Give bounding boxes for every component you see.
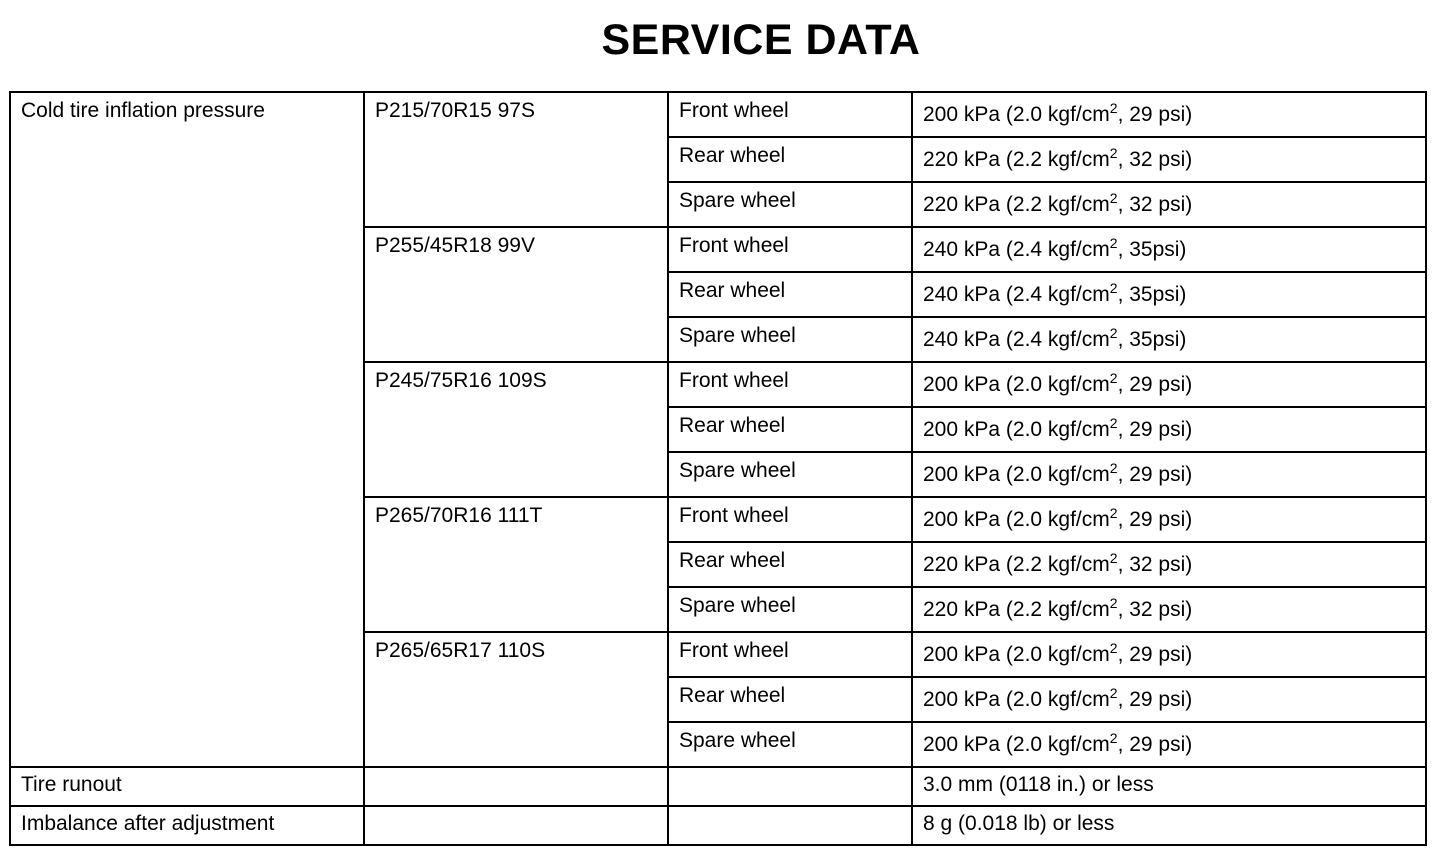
pressure-value-psi: , 29 psi) xyxy=(1117,463,1193,486)
spec-label: Tire runout xyxy=(10,767,364,806)
spec-value: 3.0 mm (0118 in.) or less xyxy=(912,767,1426,806)
superscript-exponent: 2 xyxy=(1109,730,1118,746)
pressure-value-text: 200 kPa (2.0 kgf/cm xyxy=(923,643,1110,666)
pressure-value-text: 220 kPa (2.2 kgf/cm xyxy=(923,553,1110,576)
pressure-value-cell xyxy=(912,317,1426,362)
pressure-value-psi: , 29 psi) xyxy=(1117,373,1193,396)
pressure-value-text: 200 kPa (2.0 kgf/cm xyxy=(923,418,1110,441)
pressure-value-psi: , 29 psi) xyxy=(1117,103,1193,126)
wheel-position-cell: Front wheel xyxy=(668,362,912,407)
pressure-value-text: 240 kPa (2.4 kgf/cm xyxy=(923,238,1110,261)
empty-cell xyxy=(364,806,668,845)
pressure-value-cell xyxy=(912,92,1426,137)
superscript-exponent: 2 xyxy=(1109,370,1118,386)
tire-size-cell: P265/65R17 110S xyxy=(364,632,668,767)
pressure-value-text: 200 kPa (2.0 kgf/cm xyxy=(923,688,1110,711)
pressure-value-psi: , 29 psi) xyxy=(1117,418,1193,441)
tire-size-cell: P265/70R16 111T xyxy=(364,497,668,632)
superscript-exponent: 2 xyxy=(1109,595,1118,611)
wheel-position-cell: Front wheel xyxy=(668,92,912,137)
superscript-exponent: 2 xyxy=(1109,685,1118,701)
tire-size-cell: P245/75R16 109S xyxy=(364,362,668,497)
pressure-value-psi: , 35psi) xyxy=(1117,238,1187,261)
pressure-value-text: 240 kPa (2.4 kgf/cm xyxy=(923,283,1110,306)
pressure-value-text: 200 kPa (2.0 kgf/cm xyxy=(923,463,1110,486)
superscript-exponent: 2 xyxy=(1109,460,1118,476)
pressure-value-text: 200 kPa (2.0 kgf/cm xyxy=(923,733,1110,756)
pressure-value-cell xyxy=(912,272,1426,317)
pressure-value-psi: , 32 psi) xyxy=(1117,148,1193,171)
superscript-exponent: 2 xyxy=(1109,415,1118,431)
wheel-position-cell: Rear wheel xyxy=(668,137,912,182)
superscript-exponent: 2 xyxy=(1109,280,1118,296)
wheel-position-cell: Spare wheel xyxy=(668,722,912,767)
wheel-position-cell: Rear wheel xyxy=(668,542,912,587)
pressure-value-cell xyxy=(912,722,1426,767)
wheel-position-cell: Rear wheel xyxy=(668,407,912,452)
pressure-value-cell xyxy=(912,677,1426,722)
superscript-exponent: 2 xyxy=(1109,145,1118,161)
service-data-table xyxy=(9,91,1427,846)
pressure-value-cell xyxy=(912,497,1426,542)
pressure-value-psi: , 32 psi) xyxy=(1117,193,1193,216)
pressure-value-cell xyxy=(912,362,1426,407)
pressure-value-cell xyxy=(912,227,1426,272)
wheel-position-cell: Spare wheel xyxy=(668,182,912,227)
table-row-imbalance xyxy=(10,806,1426,845)
pressure-value-cell xyxy=(912,632,1426,677)
pressure-value-text: 200 kPa (2.0 kgf/cm xyxy=(923,373,1110,396)
superscript-exponent: 2 xyxy=(1109,640,1118,656)
pressure-value-cell xyxy=(912,137,1426,182)
superscript-exponent: 2 xyxy=(1109,190,1118,206)
superscript-exponent: 2 xyxy=(1109,505,1118,521)
wheel-position-cell: Spare wheel xyxy=(668,452,912,497)
superscript-exponent: 2 xyxy=(1109,550,1118,566)
pressure-value-psi: , 35psi) xyxy=(1117,328,1187,351)
inflation-pressure-label: Cold tire inflation pressure xyxy=(10,92,364,767)
pressure-value-cell xyxy=(912,452,1426,497)
superscript-exponent: 2 xyxy=(1109,235,1118,251)
pressure-value-text: 220 kPa (2.2 kgf/cm xyxy=(923,148,1110,171)
pressure-value-text: 220 kPa (2.2 kgf/cm xyxy=(923,598,1110,621)
tire-size-cell: P255/45R18 99V xyxy=(364,227,668,362)
pressure-value-text: 220 kPa (2.2 kgf/cm xyxy=(923,193,1110,216)
superscript-exponent: 2 xyxy=(1109,325,1118,341)
pressure-value-cell xyxy=(912,542,1426,587)
wheel-position-cell: Front wheel xyxy=(668,227,912,272)
pressure-value-psi: , 29 psi) xyxy=(1117,688,1193,711)
table-row-tire-runout xyxy=(10,767,1426,806)
spec-value: 8 g (0.018 lb) or less xyxy=(912,806,1426,845)
pressure-value-text: 200 kPa (2.0 kgf/cm xyxy=(923,103,1110,126)
pressure-value-text: 240 kPa (2.4 kgf/cm xyxy=(923,328,1110,351)
wheel-position-cell: Front wheel xyxy=(668,497,912,542)
wheel-position-cell: Rear wheel xyxy=(668,677,912,722)
spec-label: Imbalance after adjustment xyxy=(10,806,364,845)
pressure-value-cell xyxy=(912,182,1426,227)
tire-size-cell: P215/70R15 97S xyxy=(364,92,668,227)
wheel-position-cell: Rear wheel xyxy=(668,272,912,317)
table-row xyxy=(10,92,1426,137)
pressure-value-psi: , 35psi) xyxy=(1117,283,1187,306)
empty-cell xyxy=(668,767,912,806)
pressure-value-text: 200 kPa (2.0 kgf/cm xyxy=(923,508,1110,531)
pressure-value-cell xyxy=(912,587,1426,632)
pressure-value-psi: , 32 psi) xyxy=(1117,553,1193,576)
empty-cell xyxy=(668,806,912,845)
pressure-value-psi: , 29 psi) xyxy=(1117,733,1193,756)
pressure-value-psi: , 29 psi) xyxy=(1117,643,1193,666)
empty-cell xyxy=(364,767,668,806)
wheel-position-cell: Front wheel xyxy=(668,632,912,677)
pressure-value-psi: , 29 psi) xyxy=(1117,508,1193,531)
pressure-value-psi: , 32 psi) xyxy=(1117,598,1193,621)
wheel-position-cell: Spare wheel xyxy=(668,587,912,632)
pressure-value-cell xyxy=(912,407,1426,452)
superscript-exponent: 2 xyxy=(1109,100,1118,116)
wheel-position-cell: Spare wheel xyxy=(668,317,912,362)
page-title: SERVICE DATA xyxy=(601,16,921,64)
